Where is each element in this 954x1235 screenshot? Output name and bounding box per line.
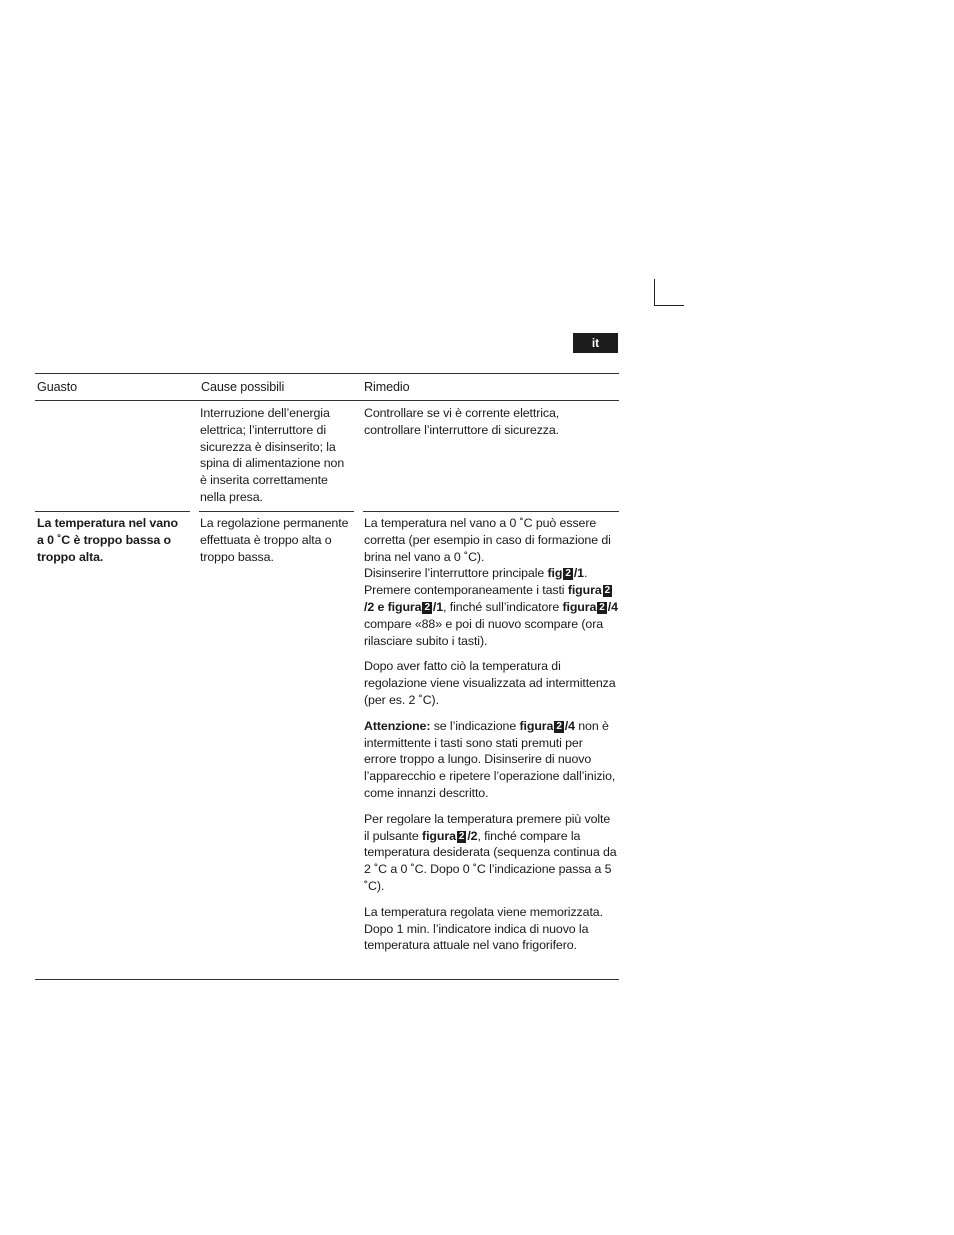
remedy-text: , finché compare la temperatura desiderata (sequenza continua da 2 ˚C a 0 ˚C. Dopo 0 ˚C l’indicazione passa a 5 ˚C). [364, 828, 617, 893]
row1-remedy-rule [363, 511, 619, 512]
remedy-text: compare «88» e poi di nuovo scompare (ora rilasciare subito i tasti). [364, 616, 604, 648]
row2-fault: La temperatura nel vano a 0 ˚C è troppo bassa o troppo alta. [37, 516, 178, 564]
remedy-text: Premere contemporaneamente i tasti [364, 583, 565, 598]
row2-cause: La regolazione permanente effettuata è troppo alta o troppo bassa. [200, 516, 349, 564]
crop-mark-vertical [654, 279, 655, 306]
row1-fault-rule [35, 511, 190, 512]
remedy-text: Disinserire l’interruttore principale [364, 566, 545, 581]
row1-remedy: Controllare se vi è corrente elettrica, controllare l’interruttore di sicurezza. [364, 406, 560, 437]
header-remedy: Rimedio [364, 380, 410, 394]
header-cause: Cause possibili [201, 380, 285, 394]
figure-ref-suffix: /4 [607, 599, 618, 614]
header-fault: Guasto [37, 380, 78, 394]
remedy-text: se l’indicazione [433, 718, 517, 733]
row1-cause-rule [199, 511, 354, 512]
remedy-paragraph-2: Dopo aver fatto ciò la temperatura di regolazione viene visualizzata ad intermittenza (per es. 2 ˚C). [364, 659, 616, 707]
remedy-paragraph-5: La temperatura regolata viene memorizzata. Dopo 1 min. l’indicatore indica di nuovo la temperatura attuale nel vano frigorifero. [364, 904, 603, 953]
figure-number-badge: 2 [565, 568, 571, 580]
language-tab: it [573, 333, 618, 353]
remedy-text: non è intermittente i tasti sono stati premuti per errore troppo a lungo. Disinserire di nuovo l’apparecchio e ripetere l’operazione dall’inizio, come innanzi descritto. [364, 718, 616, 800]
figure-ref-label: fig [547, 566, 563, 581]
figure-ref-suffix: /1 [573, 566, 584, 581]
table-top-rule [35, 373, 619, 374]
figure-ref-label: figura [567, 583, 602, 598]
table-bottom-rule [35, 979, 619, 980]
crop-mark-horizontal [654, 305, 684, 306]
row1-cause: Interruzione dell’energia elettrica; l’interruttore di sicurezza è disinserito; la spina di alimentazione non è inserita correttamente nella presa. [200, 406, 345, 504]
figure-ref-suffix: /2 e figura [364, 599, 422, 614]
remedy-text: La temperatura nel vano a 0 ˚C può essere corretta (per esempio in caso di formazione di brina nel vano a 0 ˚C). [364, 516, 611, 564]
figure-ref-label: figura [562, 599, 597, 614]
remedy-text: , finché sull’indicatore [443, 599, 560, 614]
figure-number-badge: 2 [604, 585, 611, 597]
remedy-paragraph-4 [364, 811, 618, 895]
header-bottom-rule [35, 400, 619, 401]
figure-ref-suffix: /1 [432, 599, 444, 614]
attention-label: Attenzione: [364, 718, 431, 733]
figure-ref-label: figura [422, 828, 456, 843]
remedy-text: Per regolare la temperatura premere più volte il pulsante [364, 811, 611, 843]
figure-number-badge: 2 [424, 601, 430, 613]
remedy-paragraph-3 [364, 718, 618, 802]
figure-ref-suffix: /2 [467, 828, 478, 843]
figure-ref-suffix: /4 [564, 718, 575, 733]
figure-ref-label: figura [519, 718, 554, 733]
figure-number-badge: 2 [458, 830, 465, 842]
figure-number-badge: 2 [556, 720, 562, 732]
row2-remedy [364, 515, 618, 954]
remedy-text: . [583, 566, 588, 581]
figure-number-badge: 2 [599, 601, 605, 613]
remedy-paragraph-1 [364, 515, 618, 649]
